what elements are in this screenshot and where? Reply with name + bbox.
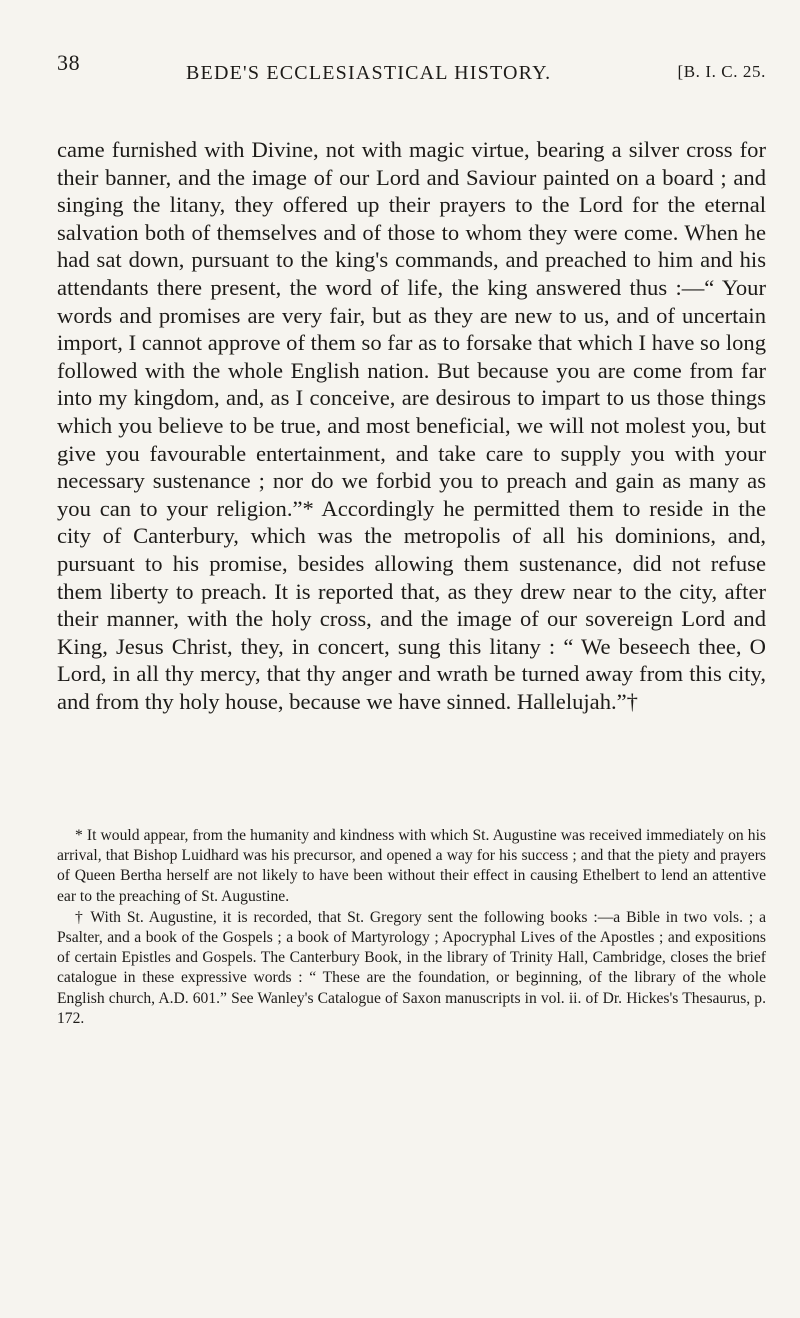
footnote-1: * It would appear, from the humanity and kindness with which St. Augustine was received immediately on his arrival, that Bishop Luidhard was his precursor, and opened a way for his success ; and that the piety and prayers of Queen Bertha herself are not likely to have been without their effect in causing Ethelbert to lend an attentive ear to the preaching of St. Augustine. bbox=[57, 827, 766, 905]
chapter-reference: [B. I. C. 25. bbox=[677, 62, 766, 81]
running-head bbox=[57, 50, 766, 92]
body-paragraph: came furnished with Divine, not with magic virtue, bearing a silver cross for their banner, and the image of our Lord and Saviour painted on a board ; and singing the litany, they offered up their prayers to the Lord for the eternal salvation both of themselves and of those to whom they were come. When he had sat down, pursuant to the king's commands, and preached to him and his attendants there present, the word of life, the king answered thus :—“ Your words and promises are very fair, but as they are new to us, and of uncertain import, I cannot approve of them so far as to forsake that which I have so long followed with the whole English nation. But because you are come from far into my kingdom, and, as I conceive, are desirous to impart to us those things which you believe to be true, and most beneficial, we will not molest you, but give you favourable entertainment, and take care to supply you with your necessary sustenance ; nor do we forbid you to preach and gain as many as you can to your religion.”* Accordingly he permitted them to reside in the city of Canterbury, which was the metropolis of all his dominions, and, pursuant to his promise, besides allowing them sustenance, did not refuse them liberty to preach. It is reported that, as they drew near to the city, after their manner, with the holy cross, and the image of our sovereign Lord and King, Jesus Christ, they, in concert, sung this litany : “ We beseech thee, O Lord, in all thy mercy, that thy anger and wrath be turned away from this city, and from thy holy house, because we have sinned. Hallelujah.”† bbox=[57, 137, 766, 714]
page-number: 38 bbox=[57, 50, 81, 75]
main-text bbox=[57, 136, 766, 715]
footnotes bbox=[57, 826, 766, 1030]
footnote-2: † With St. Augustine, it is recorded, that St. Gregory sent the following books :—a Bible in two vols. ; a Psalter, and a book of the Gospels ; a book of Martyrology ; Apocryphal Lives of the Apostles ; and expositions of certain Epistles and Gospels. The Canterbury Book, in the library of Trinity Hall, Cambridge, closes the brief catalogue in these expressive words : “ These are the foundation, or beginning, of the library of the whole English church, A.D. 601.” See Wanley's Catalogue of Saxon manuscripts in vol. ii. of Dr. Hickes's Thesaurus, p. 172. bbox=[57, 908, 766, 1027]
running-title: BEDE'S ECCLESIASTICAL HISTORY. bbox=[186, 62, 552, 84]
